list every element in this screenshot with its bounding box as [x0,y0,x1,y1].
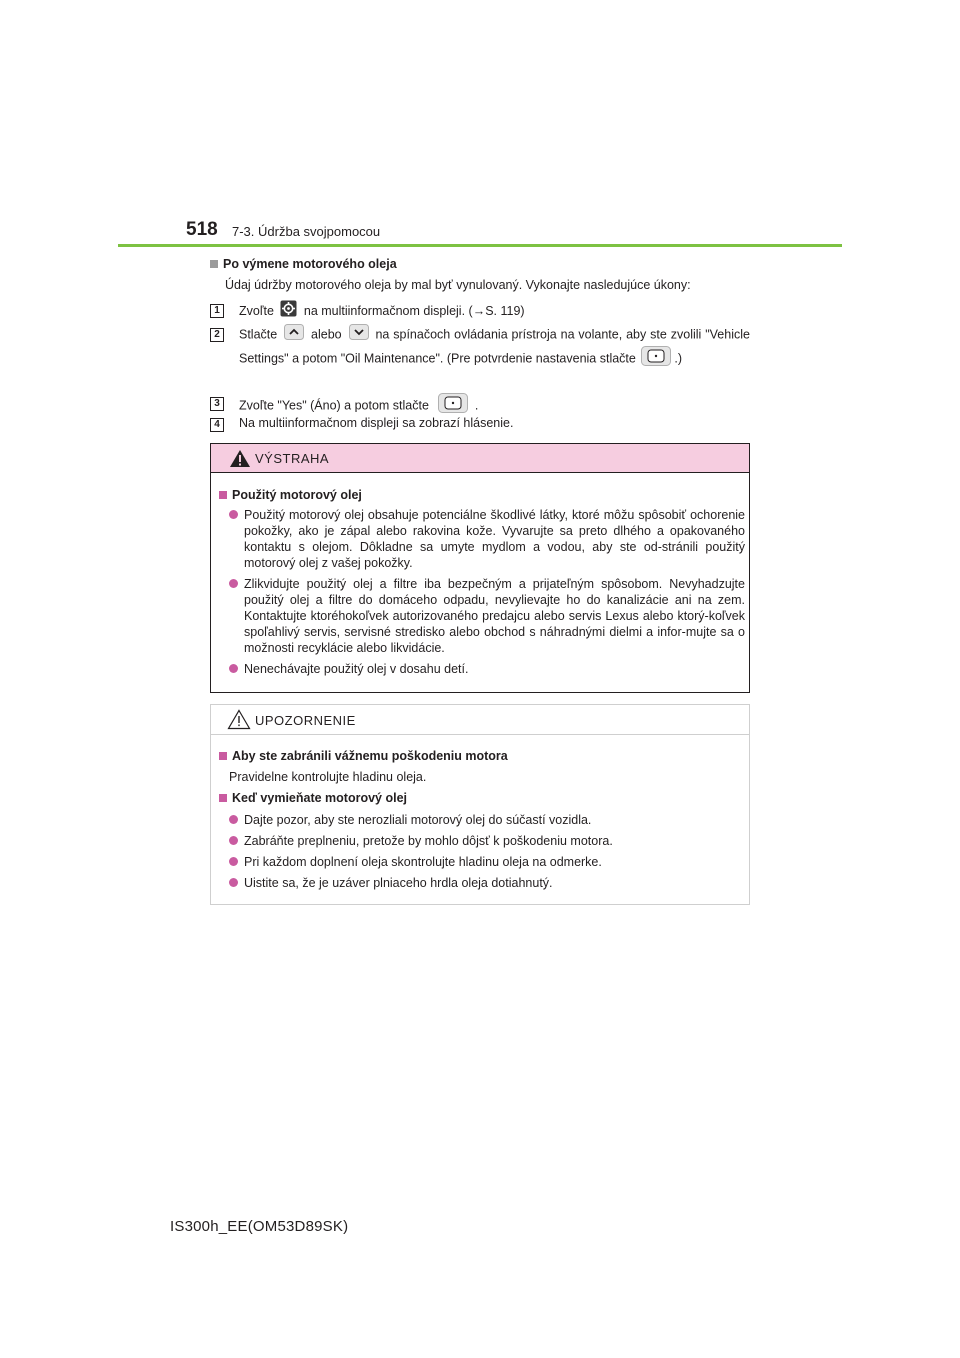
up-button-icon [284,324,304,346]
caution-bullet: Pri každom doplnení oleja skontrolujte hladinu oleja na odmerke. [229,854,745,870]
warning-heading: Použitý motorový olej [219,488,362,502]
bullet-dot-icon [229,579,238,588]
caution-heading-1: Aby ste zabránili vážnemu poškodeniu motora [219,749,508,763]
bullet-dot-icon [229,510,238,519]
caution-triangle-icon [227,709,251,730]
header-rule [118,244,842,247]
settings-gear-icon [280,300,297,323]
warning-bullet: Zlikvidujte použitý olej a filtre iba bezpečným a prijateľným spôsobom. Nevyhadzujte použitý olej a filtre do domáceho odpadu, nevylievajte ho do kanalizácie ani na zem. Kontaktujte ktoréhokoľvek autorizovaného predajcu alebo servis Lexus alebo ktorý-koľvek spoľahlivý servis, servisné stredisko alebo obchod s náhradnými dielmi a infor-mujte sa o možnosti recyklácie alebo likvidácie. [229,576,745,656]
warning-title: VÝSTRAHA [255,451,330,466]
ok-button-icon [641,346,671,372]
square-bullet-icon [219,491,227,499]
warning-box [210,443,750,693]
intro-heading: Po výmene motorového oleja [210,257,397,271]
step-2-text: Stlačte alebo na spínačoch ovládania prístroja na volante, aby ste zvolili "Vehicle Settings" a potom "Oil Maintenance". (Pre potvrdenie nastavenia stlačte .) [239,324,750,372]
step-3-text: Zvoľte "Yes" (Áno) a potom stlačte . [239,393,750,419]
down-button-icon [349,324,369,346]
bullet-dot-icon [229,857,238,866]
arrow-ref-icon: → [472,303,486,318]
warning-bullet: Nenechávajte použitý olej v dosahu detí. [229,661,745,677]
step-number-2: 2 [210,328,224,342]
bullet-dot-icon [229,664,238,673]
step-number-1: 1 [210,304,224,318]
step-number-4: 4 [210,418,224,432]
caution-text-1: Pravidelne kontrolujte hladinu oleja. [229,770,427,784]
warning-triangle-icon [229,449,251,468]
caution-heading-2: Keď vymieňate motorový olej [219,791,407,805]
bullet-dot-icon [229,836,238,845]
bullet-dot-icon [229,878,238,887]
step-number-3: 3 [210,397,224,411]
section-title: 7-3. Údržba svojpomocou [232,224,381,239]
intro-text: Údaj údržby motorového oleja by mal byť vynulovaný. Vykonajte nasledujúce úkony: [225,278,691,292]
caution-bullet: Uistite sa, že je uzáver plniaceho hrdla oleja dotiahnutý. [229,875,745,891]
caution-title: UPOZORNENIE [255,713,356,728]
page-number: 518 [186,219,218,240]
caution-header [211,705,749,735]
caution-bullet: Zabráňte preplneniu, pretože by mohlo dôjsť k poškodeniu motora. [229,833,745,849]
step-4-text: Na multiinformačnom displeji sa zobrazí hlásenie. [239,416,514,430]
footer-model-code: IS300h_EE(OM53D89SK) [170,1218,349,1235]
square-bullet-icon [219,752,227,760]
warning-bullet: Použitý motorový olej obsahuje potenciálne škodlivé látky, ktoré môžu spôsobiť ochorenie pokožky, ako je zápal alebo rakovina kože. Vyvarujte sa preto dlhého a opakovaného kontaktu s olejom. Dôkladne sa umyte mydlom a vodou, aby ste od-stránili použitý motorový olej z vašej pokožky. [229,507,745,571]
warning-header [211,444,749,473]
square-bullet-icon [210,260,218,268]
step-1-text: Zvoľte na multiinformačnom displeji. (→S. 119) [239,300,750,323]
bullet-dot-icon [229,815,238,824]
caution-box [210,704,750,905]
square-bullet-icon [219,794,227,802]
caution-bullet: Dajte pozor, aby ste nerozliali motorový olej do súčastí vozidla. [229,812,745,828]
